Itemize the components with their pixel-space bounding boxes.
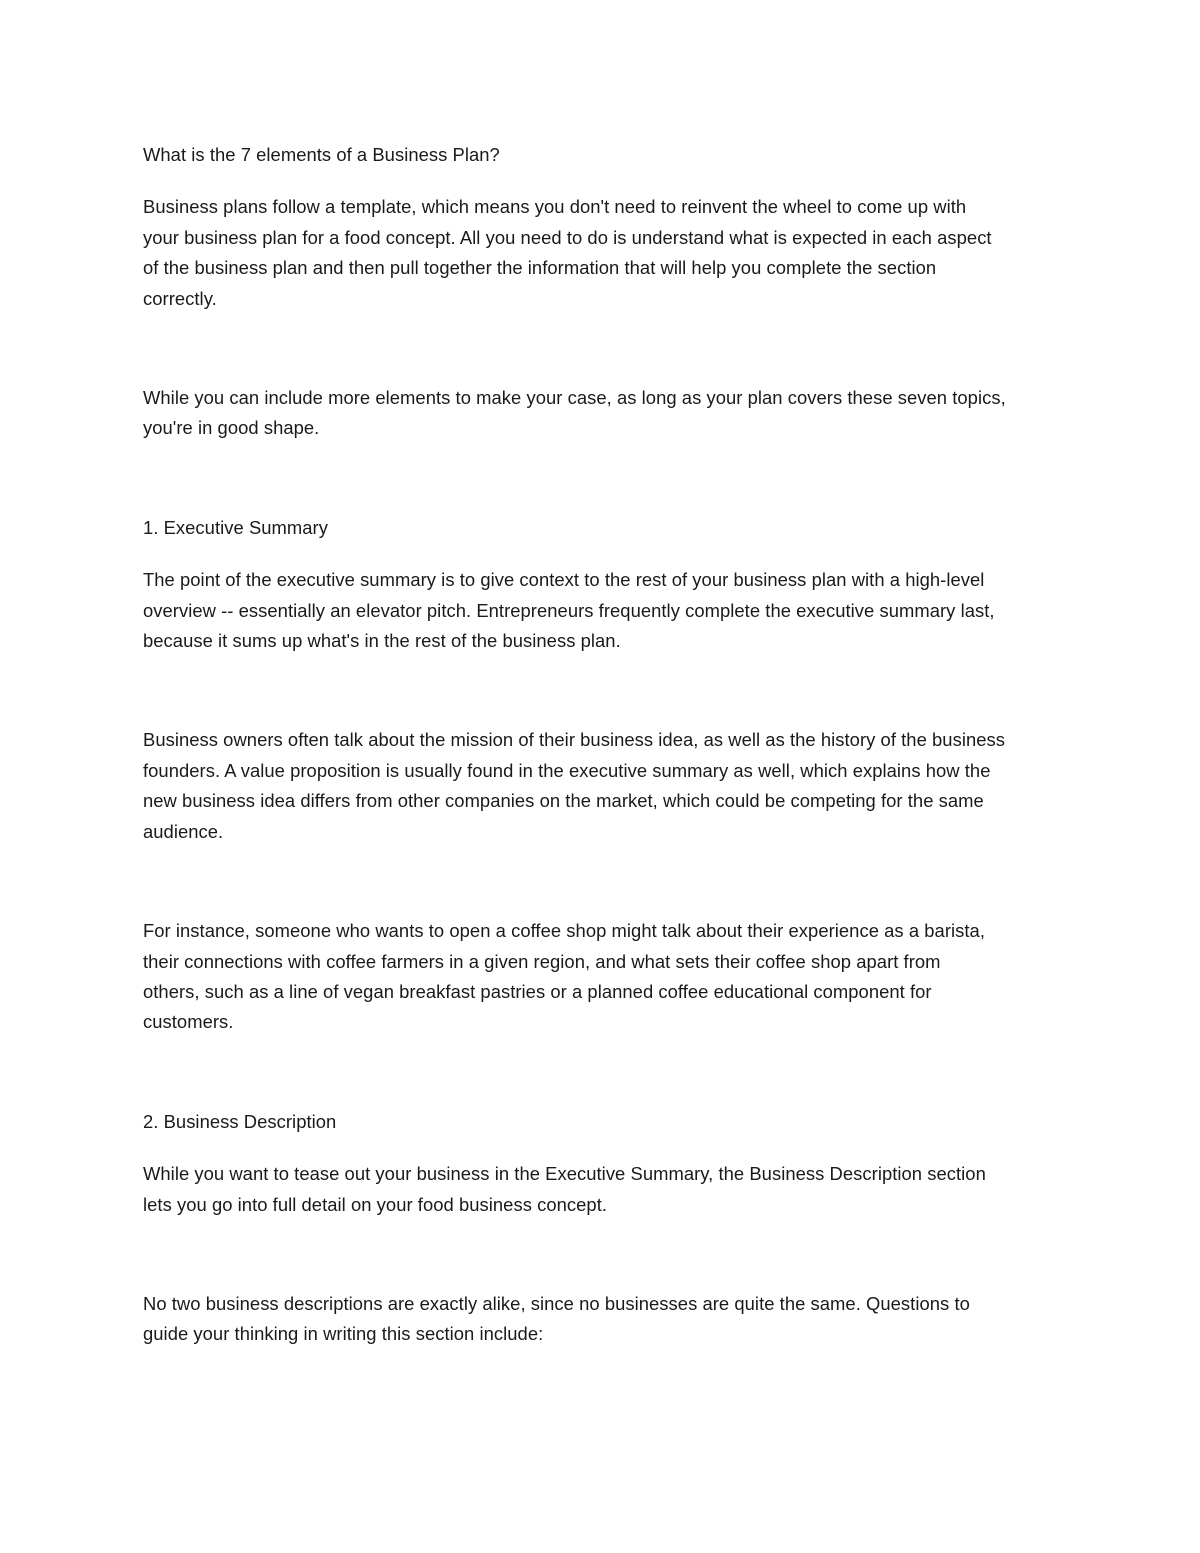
section-heading-executive-summary: 1. Executive Summary (143, 516, 328, 538)
executive-summary-paragraph-1: The point of the executive summary is to give context to the rest of your business plan with a high-level overview -- essentially an elevator pitch. Entrepreneurs frequently complete the executive summary last, because it sums up what's in the rest of the business plan. (143, 569, 995, 652)
document-title: What is the 7 elements of a Business Plan? (143, 144, 500, 165)
intro-paragraph-2: While you can include more elements to make your case, as long as your plan covers these seven topics, you're in good shape. (143, 387, 1006, 439)
intro-paragraph: Business plans follow a template, which means you don't need to reinvent the wheel to come up with your business plan for a food concept. All you need to do is understand what is expected in each aspect of the business plan and then pull together the information that will help you complete the section correctly. (143, 196, 992, 309)
executive-summary-paragraph-3: For instance, someone who wants to open a coffee shop might talk about their experience as a barista, their connections with coffee farmers in a given region, and what sets their coffee shop apart from others, such as a line of vegan breakfast pastries or a planned coffee educational component for customers. (143, 920, 985, 1033)
executive-summary-paragraph-2: Business owners often talk about the mission of their business idea, as well as the history of the business founders. A value proposition is usually found in the executive summary as well, which explains how the new business idea differs from other companies on the market, which could be competing for the same audience. (143, 729, 1005, 842)
business-description-paragraph-2: No two business descriptions are exactly alike, since no businesses are quite the same. Questions to guide your thinking in writing this section include: (143, 1292, 970, 1345)
business-description-paragraph-1: While you want to tease out your business in the Executive Summary, the Business Description section lets you go into full detail on your food business concept. (143, 1163, 986, 1215)
document-body (143, 140, 1083, 1350)
section-heading-business-description: 2. Business Description (143, 1110, 337, 1132)
